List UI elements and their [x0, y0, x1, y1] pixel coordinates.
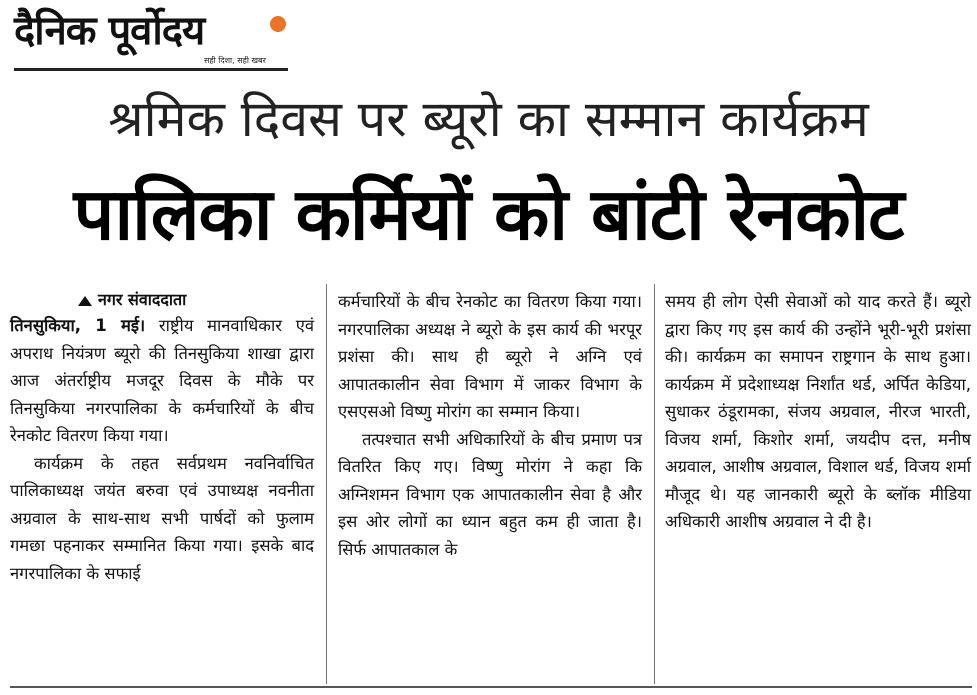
masthead — [14, 8, 290, 74]
byline-text: नगर संवाददाता — [98, 290, 187, 309]
kicker-headline: श्रमिक दिवस पर ब्यूरो का सम्मान कार्यक्रम — [108, 90, 869, 148]
paragraph: कार्यक्रम के तहत सर्वप्रथम नवनिर्वाचित पालिकाध्यक्ष जयंत बरुवा एवं उपाध्यक्ष नवनीता अग्रवाल के साथ-साथ सभी पार्षदों को फुलाम गमछा पहनाकर सम्मानित किया गया। इसके बाद नगरपालिका के सफाई — [10, 453, 314, 583]
paragraph: तत्पश्चात सभी अधिकारियों के बीच प्रमाण पत्र वितरित किए गए। विष्णु मोरांग ने कहा कि अग्निशमन विभाग एक आपातकालीन सेवा है और इस ओर लोगों का ध्यान बहुत कम ही जाता है। सिर्फ आपातकाल के — [338, 429, 642, 559]
newspaper-tagline: सही दिशा, सही खबर — [204, 56, 266, 65]
dateline: तिनसुकिया, 1 मई। — [10, 316, 146, 335]
column-divider — [326, 284, 327, 684]
paragraph: समय ही लोग ऐसी सेवाओं को याद करते हैं। ब्यूरो द्वारा किए गए इस कार्य की उन्होंने भूरी-भूरी प्रशंसा की। कार्यक्रम का समापन राष्ट्रगान के साथ हुआ। कार्यक्रम में प्रदेशाध्यक्ष निर्शांत थर्ड, अर्पित केडिया, सुधाकर ठंडूरामका, संजय अग्रवाल, नीरज भारती, विजय शर्मा, किशोर शर्मा, जयदीप दत्त, मनीष अग्रवाल, आशीष अग्रवाल, विशाल थर्ड, विजय शर्मा मौजूद थे। यह जानकारी ब्यूरो के ब्लॉक मीडिया अधिकारी आशीष अग्रवाल ने दी है। — [665, 292, 971, 531]
article-column-2 — [338, 288, 642, 563]
article-column-1 — [10, 286, 314, 587]
main-headline: पालिका कर्मियों को बांटी रेनकोट — [73, 172, 904, 256]
column-divider — [654, 284, 655, 684]
paragraph — [10, 312, 314, 450]
article-column-3 — [665, 288, 971, 536]
byline — [78, 286, 314, 312]
bottom-rule — [10, 686, 972, 688]
paragraph-text: राष्ट्रीय मानवाधिकार एवं अपराध नियंत्रण ब्यूरो की तिनसुकिया शाखा द्वारा आज अंतर्राष्ट्रीय मजदूर दिवस के मौके पर तिनसुकिया नगरपालिका के कर्मचारियों के बीच रेनकोट वितरण किया गया। — [10, 316, 314, 445]
paragraph: कर्मचारियों के बीच रेनकोट का वितरण किया गया। नगरपालिका अध्यक्ष ने ब्यूरो के इस कार्य की भरपूर प्रशंसा की। साथ ही ब्यूरो ने अग्नि एवं आपातकालीन सेवा विभाग में जाकर विभाग के एसएसओ विष्णु मोरांग का सम्मान किया। — [338, 292, 642, 421]
logo-dot-icon — [270, 16, 286, 32]
newspaper-logo: दैनिक पूर्वोदय — [14, 8, 205, 54]
masthead-rule — [14, 68, 288, 71]
triangle-icon — [78, 296, 92, 306]
